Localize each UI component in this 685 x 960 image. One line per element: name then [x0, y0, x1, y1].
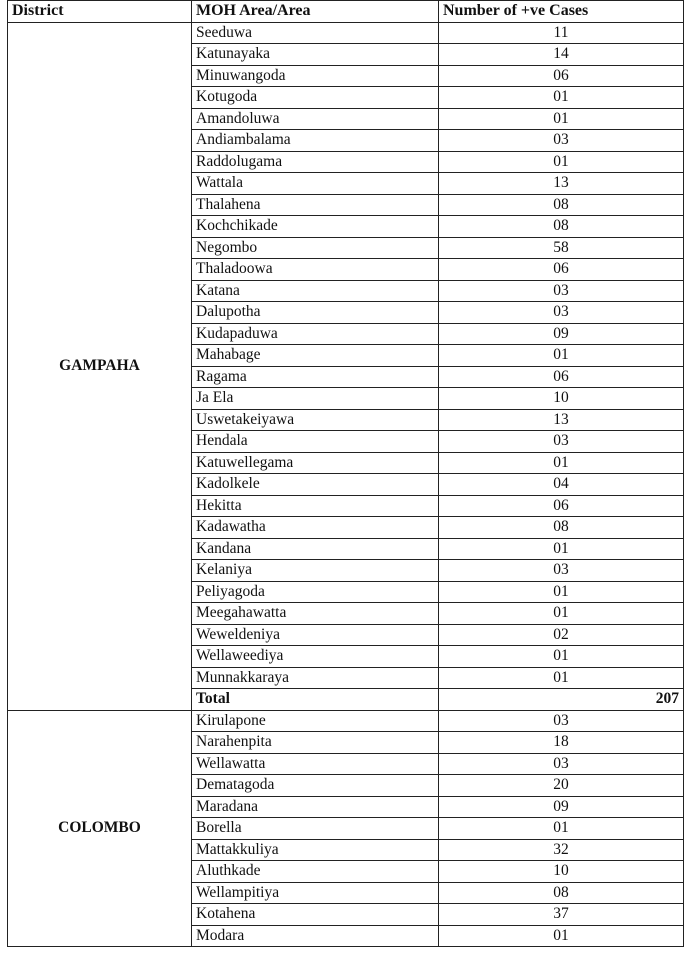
case-count: 01 — [439, 345, 684, 367]
moh-area: Minuwangoda — [192, 65, 439, 87]
moh-area: Katana — [192, 280, 439, 302]
moh-area: Kandana — [192, 538, 439, 560]
case-count: 08 — [439, 194, 684, 216]
moh-area: Dematagoda — [192, 775, 439, 797]
case-count: 08 — [439, 882, 684, 904]
moh-area: Kadolkele — [192, 474, 439, 496]
moh-area: Negombo — [192, 237, 439, 259]
district-header: District — [8, 1, 192, 23]
case-count: 13 — [439, 173, 684, 195]
case-count: 04 — [439, 474, 684, 496]
moh-area: Aluthkade — [192, 861, 439, 883]
moh-area: Munnakkaraya — [192, 667, 439, 689]
total-label: Total — [192, 689, 439, 711]
moh-area: Katunayaka — [192, 44, 439, 66]
case-count: 01 — [439, 108, 684, 130]
moh-area: Ja Ela — [192, 388, 439, 410]
case-count: 10 — [439, 861, 684, 883]
moh-area: Amandoluwa — [192, 108, 439, 130]
moh-area: Kudapaduwa — [192, 323, 439, 345]
moh-area: Andiambalama — [192, 130, 439, 152]
header-row — [8, 1, 684, 23]
case-count: 08 — [439, 517, 684, 539]
moh-area: Ragama — [192, 366, 439, 388]
case-count: 06 — [439, 65, 684, 87]
case-count: 01 — [439, 87, 684, 109]
case-count: 03 — [439, 431, 684, 453]
case-count: 03 — [439, 302, 684, 324]
moh-area: Kadawatha — [192, 517, 439, 539]
area-header: MOH Area/Area — [192, 1, 439, 23]
case-count: 02 — [439, 624, 684, 646]
moh-area: Dalupotha — [192, 302, 439, 324]
moh-area: Meegahawatta — [192, 603, 439, 625]
district-name: COLOMBO — [8, 710, 192, 947]
case-count: 03 — [439, 753, 684, 775]
moh-area: Kotahena — [192, 904, 439, 926]
case-count: 13 — [439, 409, 684, 431]
case-count: 01 — [439, 603, 684, 625]
moh-area: Modara — [192, 925, 439, 947]
table-row — [8, 710, 684, 732]
total-value: 207 — [439, 689, 684, 711]
case-count: 01 — [439, 151, 684, 173]
moh-area: Weweldeniya — [192, 624, 439, 646]
moh-area: Kotugoda — [192, 87, 439, 109]
case-count: 09 — [439, 323, 684, 345]
moh-area: Kochchikade — [192, 216, 439, 238]
moh-area: Kirulapone — [192, 710, 439, 732]
case-count: 01 — [439, 818, 684, 840]
case-count: 03 — [439, 710, 684, 732]
case-count: 09 — [439, 796, 684, 818]
cases-table — [7, 0, 684, 947]
moh-area: Mattakkuliya — [192, 839, 439, 861]
moh-area: Narahenpita — [192, 732, 439, 754]
moh-area: Thaladoowa — [192, 259, 439, 281]
case-count: 01 — [439, 667, 684, 689]
case-count: 11 — [439, 22, 684, 44]
district-name: GAMPAHA — [8, 22, 192, 710]
moh-area: Wellawatta — [192, 753, 439, 775]
case-count: 06 — [439, 259, 684, 281]
moh-area: Kelaniya — [192, 560, 439, 582]
case-count: 18 — [439, 732, 684, 754]
case-count: 01 — [439, 925, 684, 947]
moh-area: Seeduwa — [192, 22, 439, 44]
case-count: 32 — [439, 839, 684, 861]
case-count: 08 — [439, 216, 684, 238]
table-row — [8, 22, 684, 44]
case-count: 37 — [439, 904, 684, 926]
case-count: 01 — [439, 452, 684, 474]
case-count: 03 — [439, 560, 684, 582]
case-count: 20 — [439, 775, 684, 797]
moh-area: Borella — [192, 818, 439, 840]
moh-area: Wattala — [192, 173, 439, 195]
case-count: 14 — [439, 44, 684, 66]
cases-header: Number of +ve Cases — [439, 1, 684, 23]
case-count: 58 — [439, 237, 684, 259]
case-count: 03 — [439, 280, 684, 302]
case-count: 01 — [439, 538, 684, 560]
moh-area: Uswetakeiyawa — [192, 409, 439, 431]
case-count: 06 — [439, 366, 684, 388]
case-count: 10 — [439, 388, 684, 410]
moh-area: Hendala — [192, 431, 439, 453]
table-body — [8, 22, 684, 947]
document-page — [7, 0, 684, 947]
moh-area: Mahabage — [192, 345, 439, 367]
moh-area: Maradana — [192, 796, 439, 818]
moh-area: Wellampitiya — [192, 882, 439, 904]
moh-area: Thalahena — [192, 194, 439, 216]
case-count: 03 — [439, 130, 684, 152]
moh-area: Raddolugama — [192, 151, 439, 173]
case-count: 01 — [439, 581, 684, 603]
case-count: 01 — [439, 646, 684, 668]
moh-area: Hekitta — [192, 495, 439, 517]
case-count: 06 — [439, 495, 684, 517]
moh-area: Wellaweediya — [192, 646, 439, 668]
moh-area: Katuwellegama — [192, 452, 439, 474]
moh-area: Peliyagoda — [192, 581, 439, 603]
